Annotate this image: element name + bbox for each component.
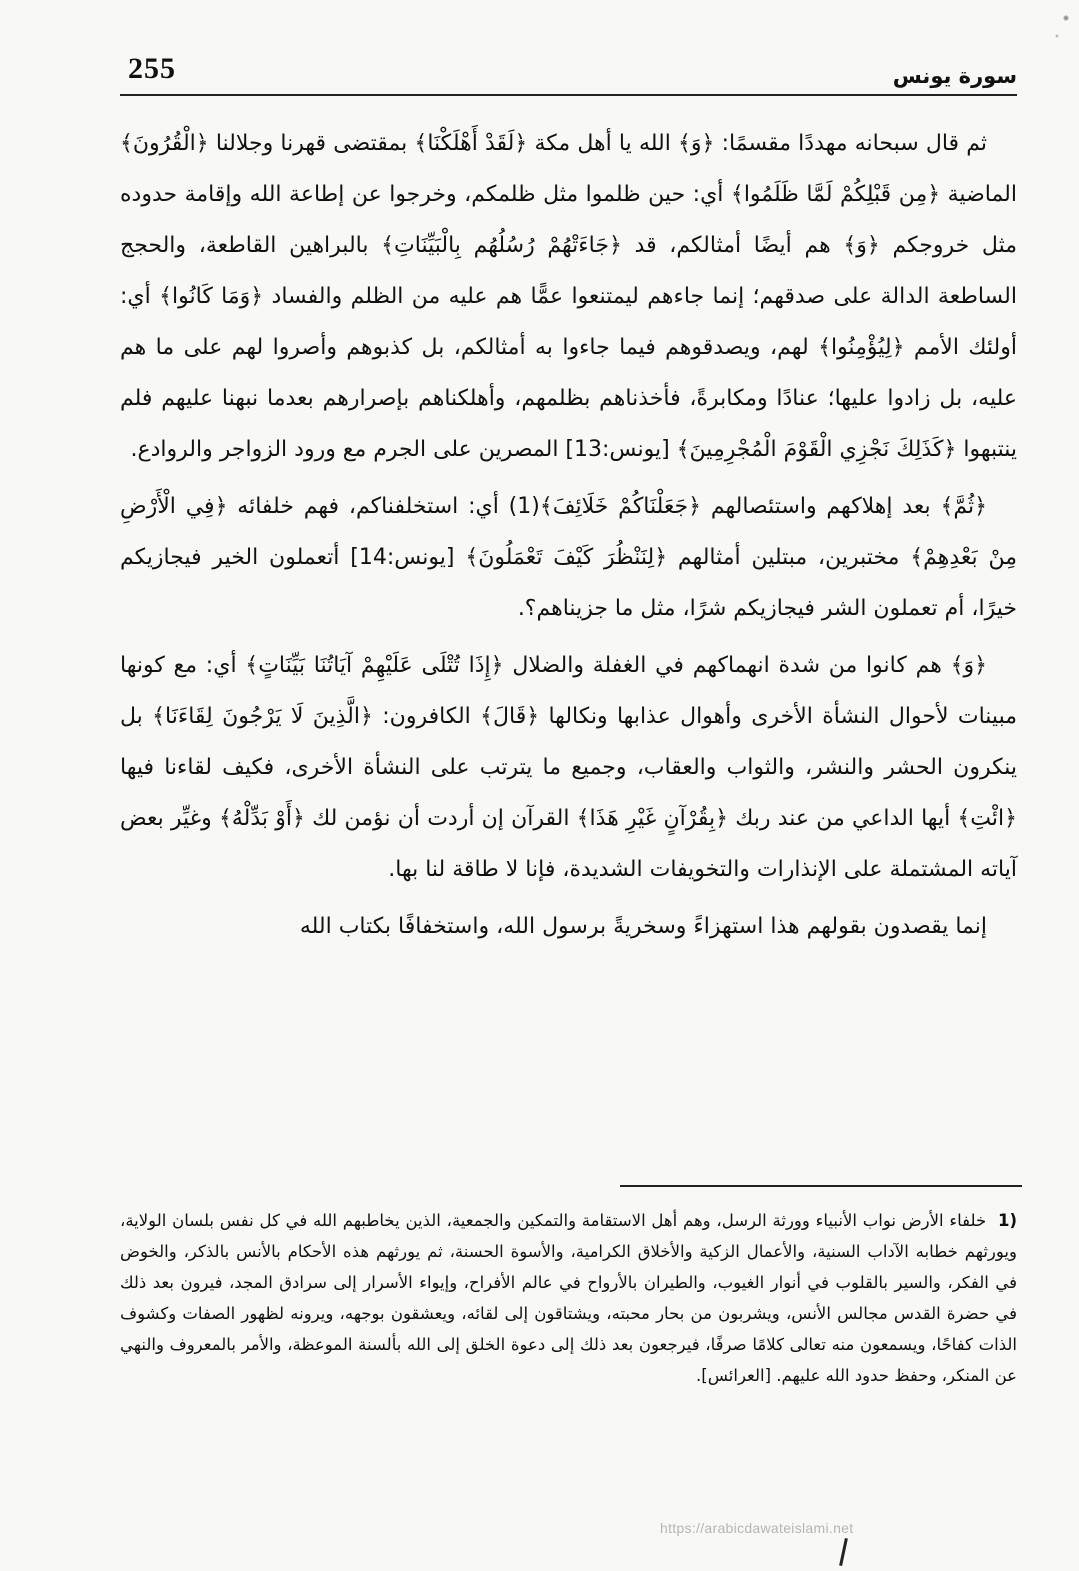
scan-stroke <box>839 1538 848 1566</box>
footnote-divider <box>620 1185 1022 1187</box>
paragraph: ثم قال سبحانه مهددًا مقسمًا: ﴿وَ﴾ الله يا أهل مكة ﴿لَقَدْ أَهْلَكْنَا﴾ بمقتضى قهرنا وجلالنا ﴿الْقُرُونَ﴾ الماضية ﴿مِن قَبْلِكُمْ لَمَّا ظَلَمُوا﴾ أي: حين ظلموا مثل ظلمكم، وخرجوا عن إطاعة الله وإقامة حدوده مثل خروجكم ﴿وَ﴾ هم أيضًا أمثالكم، قد ﴿جَاءَتْهُمْ رُسُلُهُم بِالْبَيِّنَاتِ﴾ بالبراهين القاطعة، والحجج الساطعة الدالة على صدقهم؛ إنما جاءهم ليمتنعوا عمًّا هم عليه من الظلم والفساد ﴿وَمَا كَانُوا﴾ أي: أولئك الأمم ﴿لِيُؤْمِنُوا﴾ لهم، ويصدقوهم فيما جاءوا به أمثالكم، بل كذبوهم وأصروا لهم على ما هم عليه، بل زادوا عليها؛ عنادًا ومكابرةً، فأخذناهم بظلمهم، وأهلكناهم بإصرارهم بعدما نبهنا عليهم فلم ينتبهوا ﴿كَذَلِكَ نَجْزِي الْقَوْمَ الْمُجْرِمِينَ﴾ [يونس:13] المصرين على الجرم مع ورود الزواجر والروادع. <box>120 131 1017 462</box>
page-header <box>120 46 1017 96</box>
footnote <box>120 1205 1017 1391</box>
main-text <box>120 118 1017 958</box>
header-rule <box>120 94 1017 96</box>
paragraph: ﴿ثُمَّ﴾ بعد إهلاكهم واستئصالهم ﴿جَعَلْنَاكُمْ خَلَائِفَ﴾(1) أي: استخلفناكم، فهم خلفائه ﴿فِي الْأَرْضِ مِنْ بَعْدِهِمْ﴾ مختبرين، مبتلين أمثالهم ﴿لِنَنْظُرَ كَيْفَ تَعْمَلُونَ﴾ [يونس:14] أتعملون الخير فيجازيكم خيرًا، أم تعملون الشر فيجازيكم شرًا، مثل ما جزيناهم؟. <box>120 494 1018 621</box>
surah-title: سورة يونس <box>892 64 1017 88</box>
scan-speck <box>1045 0 1075 60</box>
footnote-number: (1 <box>997 1211 1018 1230</box>
paragraph: ﴿وَ﴾ هم كانوا من شدة انهماكهم في الغفلة والضلال ﴿إِذَا تُتْلَى عَلَيْهِمْ آيَاتُنَا بَيِّنَاتٍ﴾ أي: مع كونها مبينات لأحوال النشأة الأخرى وأهوال عذابها ونكالها ﴿قَالَ﴾ الكافرون: ﴿الَّذِينَ لَا يَرْجُونَ لِقَاءَنَا﴾ بل ينكرون الحشر والنشر، والثواب والعقاب، وجميع ما يترتب على النشأة الأخرى، فكيف لقاءنا فيها ﴿ائْتِ﴾ أيها الداعي من عند ربك ﴿بِقُرْآنٍ غَيْرِ هَذَا﴾ القرآن إن أردت أن نؤمن لك ﴿أَوْ بَدِّلْهُ﴾ وغيِّر بعض آياته المشتملة على الإنذارات والتخويفات الشديدة، فإنا لا طاقة لنا بها. <box>120 653 1017 882</box>
footnote-text: خلفاء الأرض نواب الأنبياء وورثة الرسل، وهم أهل الاستقامة والتمكين والجمعية، الذين يخاطبهم الله في كل نفس بلسان الولاية، ويورثهم خطابه الآداب السنية، والأعمال الزكية والأخلاق الكرامية، والأسوة الحسنة، ثم يورثهم هذه الأحكام بالأنس بالذكر، والخوض في الفكر، والسير بالقلوب في أنوار الغيوب، والطيران بالأرواح في عالم الأفراح، وإيواء الأسرار إلى سرادق المجد، فيرون بعد ذلك في حضرة القدس مجالس الأنس، ويشربون من بحار محبته، ويشتاقون إلى لقائه، ويعشقون بوجهه، ويرونه لظهور الصفات وكشوف الذات كفاحًا، ويسمعون منه تعالى كلامًا صرفًا، فيرجعون بعد ذلك إلى دعوة الخلق إلى الله بألسنة الموعظة، والأمر بالمعروف والنهي عن المنكر، وحفظ حدود الله عليهم. [العرائس]. <box>120 1211 1017 1385</box>
watermark-url: https://arabicdawateislami.net <box>660 1520 854 1536</box>
paragraph: إنما يقصدون بقولهم هذا استهزاءً وسخريةً برسول الله، واستخفافًا بكتاب الله <box>299 914 987 939</box>
page-number: 255 <box>128 52 176 85</box>
